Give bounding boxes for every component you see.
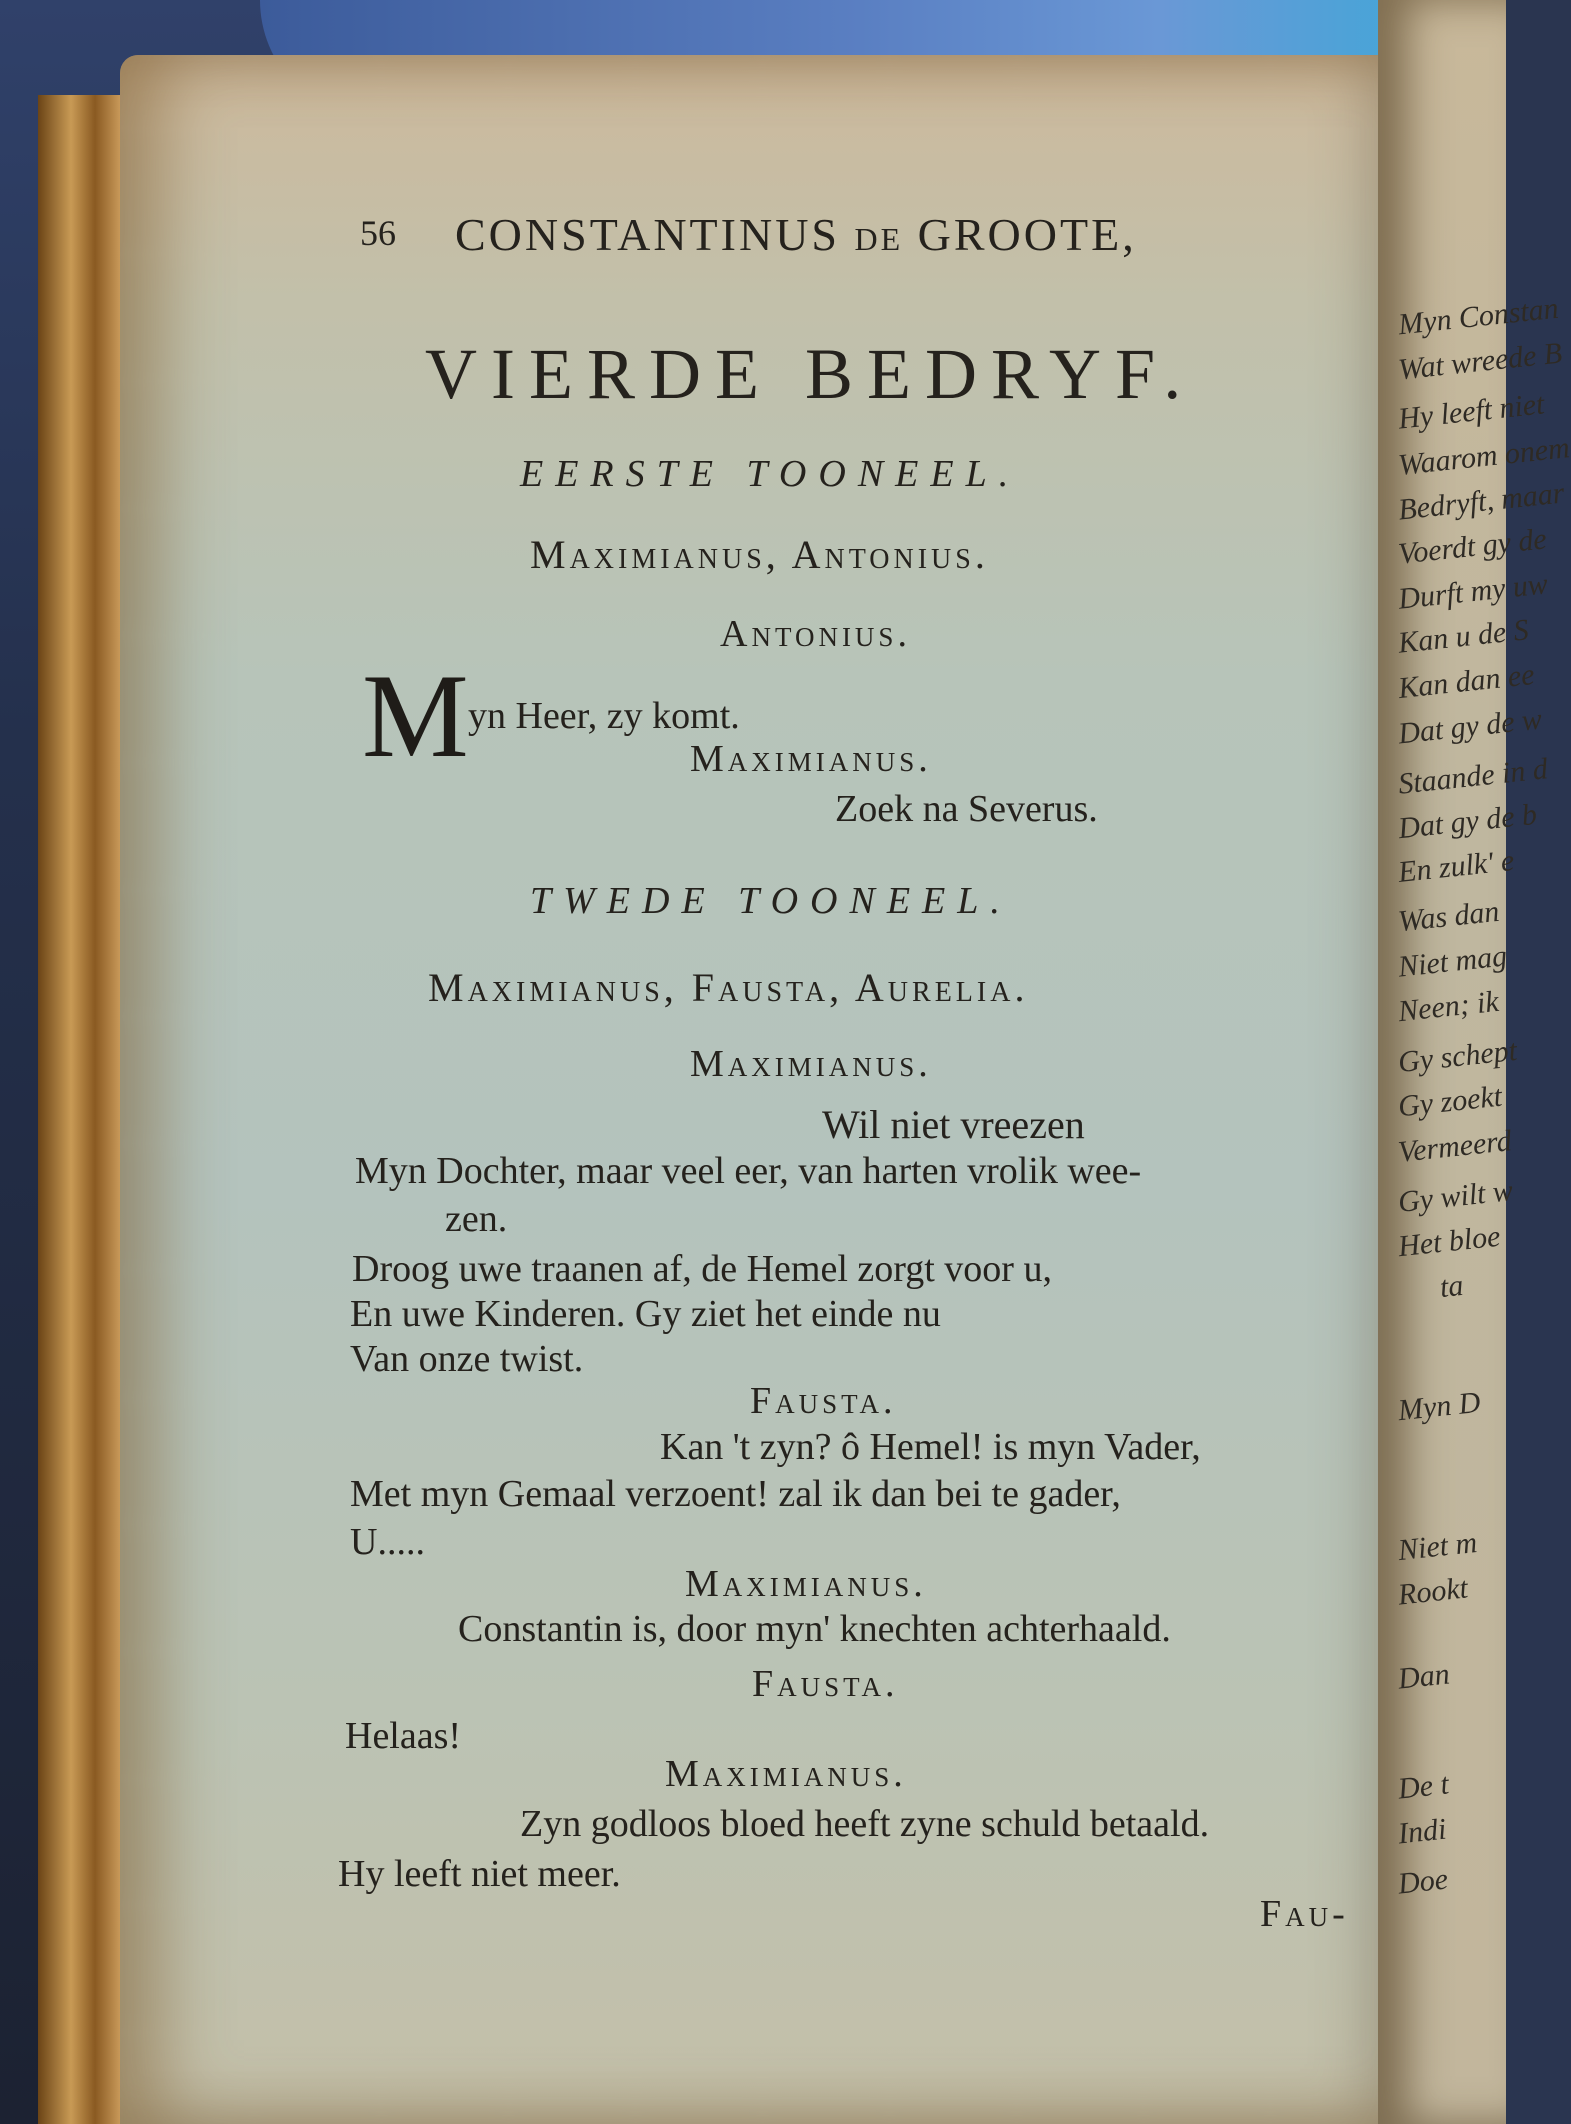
speaker-label: Maximianus.	[690, 738, 932, 780]
facing-book-page	[1378, 0, 1571, 2124]
facing-page-line: Neen; ik	[1396, 984, 1501, 1029]
facing-page-line: Staande in d	[1396, 752, 1550, 801]
verse-line: Met myn Gemaal verzoent! zal ik dan bei te gader,	[350, 1473, 1121, 1515]
facing-page-line: Indi	[1396, 1812, 1448, 1851]
cast-list: Maximianus, Fausta, Aurelia.	[428, 965, 1029, 1010]
speaker-label: Maximianus.	[685, 1563, 927, 1605]
facing-page-line: Gy zoekt	[1396, 1079, 1504, 1124]
verse-line: U.....	[350, 1521, 425, 1563]
facing-page-line: Kan dan ee	[1396, 657, 1536, 706]
facing-page-line: Waarom onem	[1396, 431, 1571, 482]
facing-page-line: Myn Constan	[1396, 291, 1561, 342]
verse-line: En uwe Kinderen. Gy ziet het einde nu	[350, 1293, 941, 1335]
facing-page-line: Hy leeft niet	[1396, 387, 1546, 436]
verse-line: zen.	[445, 1198, 508, 1240]
verse-line: Zoek na Severus.	[835, 788, 1098, 830]
facing-page-line: Durft my uw	[1396, 567, 1550, 616]
verse-line: Van onze twist.	[350, 1338, 584, 1380]
speaker-label: Maximianus.	[690, 1043, 932, 1085]
verse-line: Zyn godloos bloed heeft zyne schuld betaald.	[520, 1803, 1210, 1845]
running-head: CONSTANTINUS de GROOTE,	[455, 209, 1137, 260]
facing-page-line: ta	[1438, 1268, 1465, 1305]
facing-page-line: Voerdt gy de	[1396, 522, 1549, 571]
facing-page-line: Doe	[1396, 1862, 1450, 1901]
facing-page-line: Bedryft, maar	[1396, 476, 1566, 527]
facing-page-line: Dat gy de w	[1396, 702, 1544, 751]
facing-page-line: Dan	[1396, 1657, 1452, 1696]
facing-page-line: Kan u de S	[1396, 613, 1531, 660]
verse-line: Hy leeft niet meer.	[338, 1853, 621, 1895]
facing-page-line: Gy schept	[1396, 1033, 1519, 1080]
act-title: VIERDE BEDRYF.	[425, 334, 1196, 414]
scene-title: EERSTE TOONEEL.	[520, 453, 1021, 495]
facing-page-line: De t	[1396, 1767, 1451, 1806]
facing-page-line: Was dan	[1396, 894, 1501, 939]
facing-page-line: En zulk' e	[1396, 844, 1516, 889]
verse-line: Droog uwe traanen af, de Hemel zorgt voor u,	[352, 1248, 1052, 1290]
facing-page-line: Het bloe	[1396, 1219, 1502, 1264]
verse-line: yn Heer, zy komt.	[468, 695, 740, 737]
facing-page-line: Niet m	[1396, 1525, 1479, 1568]
facing-page-line: Myn D	[1396, 1385, 1482, 1428]
facing-page-line: Niet mag	[1396, 939, 1509, 984]
facing-page-line: Gy wilt w	[1396, 1174, 1515, 1219]
facing-page-line: Vermeerd	[1396, 1124, 1514, 1169]
speaker-label: Maximianus.	[665, 1753, 907, 1795]
speaker-label: Fausta.	[750, 1380, 897, 1422]
verse-line: Myn Dochter, maar veel eer, van harten vrolik wee-	[355, 1150, 1142, 1192]
verse-line: Kan 't zyn? ô Hemel! is myn Vader,	[660, 1426, 1201, 1468]
verse-line: Helaas!	[345, 1715, 462, 1757]
speaker-label: Antonius.	[720, 613, 911, 655]
drop-cap: M	[362, 649, 469, 782]
cast-list: Maximianus, Antonius.	[530, 532, 989, 577]
verse-line: Wil niet vreezen	[822, 1102, 1085, 1147]
speaker-label: Fausta.	[752, 1663, 899, 1705]
catchword: Fau-	[1260, 1893, 1349, 1935]
scene-title: TWEDE TOONEEL.	[530, 880, 1012, 922]
facing-page-line: Dat gy de b	[1396, 797, 1539, 846]
page-number: 56	[360, 213, 396, 253]
facing-page-line: Rookt	[1396, 1571, 1470, 1612]
facing-page-line: Wat wreede B	[1396, 336, 1564, 387]
verse-line: Constantin is, door myn' knechten achterhaald.	[458, 1608, 1171, 1650]
